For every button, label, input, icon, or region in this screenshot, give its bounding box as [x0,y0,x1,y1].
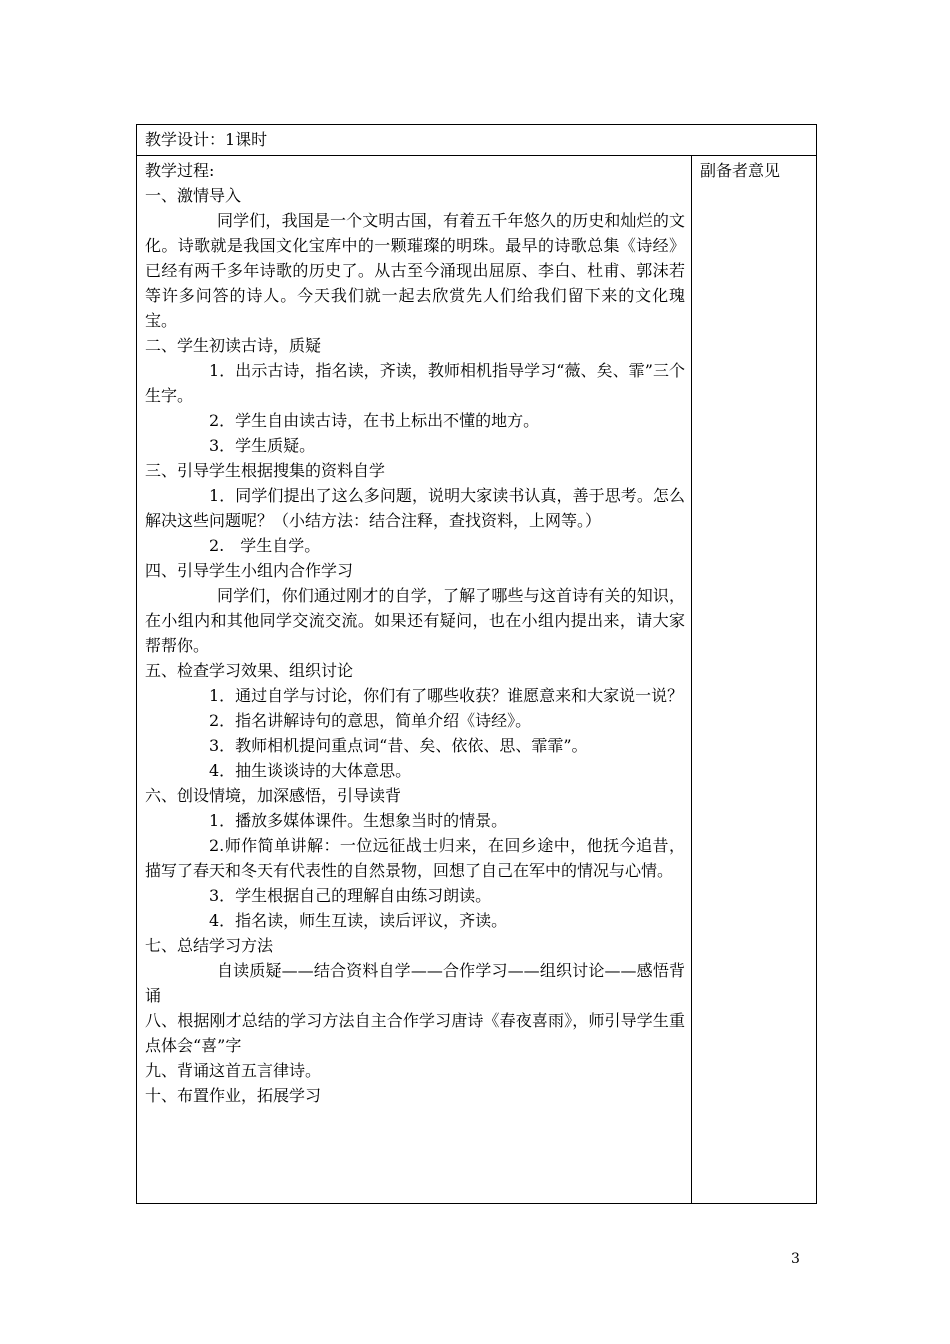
section-5-title: 五、检查学习效果、组织讨论 [145,661,354,680]
section-6-item-2: 2.师作简单讲解：一位远征战士归来，在回乡途中，他抚今追昔，描写了春天和冬天有代表性的自然景物，回想了自己在军中的情况与心情。 [145,836,685,880]
section-2-item-1: 1．出示古诗，指名读，齐读，教师相机指导学习“薇、矣、霏”三个生字。 [145,361,685,405]
section-3-title: 三、引导学生根据搜集的资料自学 [145,461,386,480]
section-7-title: 七、总结学习方法 [145,936,274,955]
section-2-item-3: 3．学生质疑。 [209,436,316,455]
section-3-item-1: 1．同学们提出了这么多问题，说明大家读书认真，善于思考。怎么解决这些问题呢？（小结方法：结合注释，查找资料，上网等。） [145,486,685,530]
section-4-title: 四、引导学生小组内合作学习 [145,561,354,580]
section-2-item-2: 2．学生自由读古诗，在书上标出不懂的地方。 [209,411,540,430]
content-row [137,156,817,1204]
section-6-title: 六、创设情境，加深感悟，引导读背 [145,786,402,805]
teaching-process-cell [137,156,692,1204]
section-1-title: 一、激情导入 [145,186,242,205]
section-6-item-4: 4．指名读，师生互读，读后评议，齐读。 [209,911,508,930]
section-1-paragraph: 同学们，我国是一个文明古国，有着五千年悠久的历史和灿烂的文化。诗歌就是我国文化宝库中的一颗璀璨的明珠。最早的诗歌总集《诗经》已经有两千多年诗歌的历史了。从古至今涌现出屈原、李白、杜甫、郭沫若等许多问答的诗人。今天我们就一起去欣赏先人们给我们留下来的文化瑰宝。 [145,211,685,330]
section-2-title: 二、学生初读古诗，质疑 [145,336,322,355]
lesson-design-header: 教学设计：1课时 [137,125,817,156]
section-5-item-4: 4．抽生谈谈诗的大体意思。 [209,761,412,780]
section-5-item-3: 3．教师相机提问重点词“昔、矣、依依、思、霏霏”。 [209,736,588,755]
section-8-paragraph: 八、根据刚才总结的学习方法自主合作学习唐诗《春夜喜雨》，师引导学生重点体会“喜”字 [145,1011,685,1055]
section-5-item-1: 1．通过自学与讨论，你们有了哪些收获？谁愿意来和大家说一说？ [209,686,684,705]
section-3-item-2: 2. 学生自学。 [209,536,321,555]
section-10-title: 十、布置作业，拓展学习 [145,1086,322,1105]
section-6-item-3: 3．学生根据自己的理解自由练习朗读。 [209,886,492,905]
process-heading: 教学过程: [145,161,215,180]
section-9-title: 九、背诵这首五言律诗。 [145,1061,322,1080]
section-4-paragraph: 同学们，你们通过刚才的自学，了解了哪些与这首诗有关的知识，在小组内和其他同学交流交流。如果还有疑问，也在小组内提出来，请大家帮帮你。 [145,586,685,655]
section-5-item-2: 2．指名讲解诗句的意思，简单介绍《诗经》。 [209,711,532,730]
header-row [137,125,817,156]
lesson-plan-table [136,124,817,1204]
page-number: 3 [791,1251,800,1267]
section-7-paragraph: 自读质疑——结合资料自学——合作学习——组织讨论——感悟背诵 [145,961,685,1005]
co-preparer-opinion-cell: 副备者意见 [692,156,817,1204]
section-6-item-1: 1．播放多媒体课件。生想象当时的情景。 [209,811,508,830]
